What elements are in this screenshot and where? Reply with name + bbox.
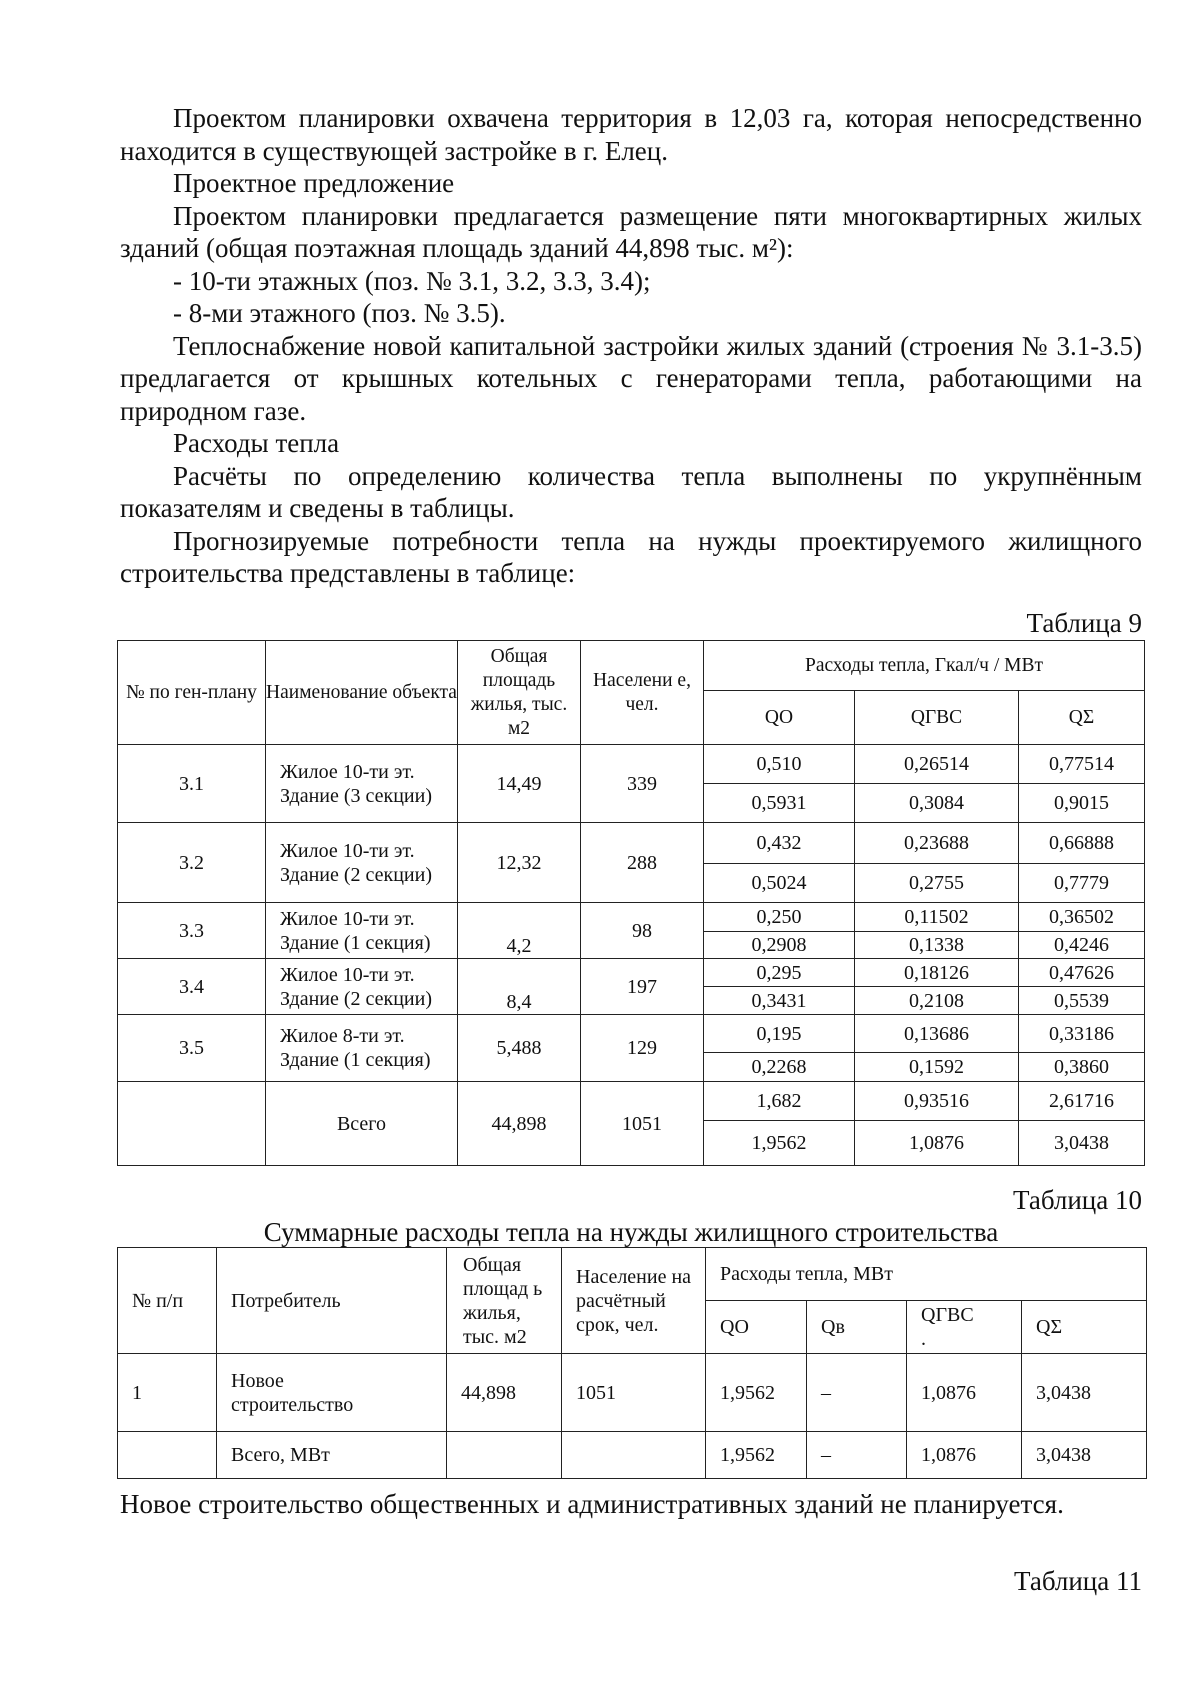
table-cell-area: 12,32 (458, 823, 581, 903)
table-cell-qo-mw: 0,5024 (704, 864, 855, 903)
table-cell-qo: 1,9562 (706, 1432, 807, 1479)
table-cell-qgvs-mw: 0,2108 (855, 987, 1019, 1015)
header-heat-consumption: Расходы тепла, Гкал/ч / МВт (704, 641, 1145, 691)
table-cell-qo: 0,250 (704, 903, 855, 932)
table-cell-consumer: Новое строительство (217, 1354, 447, 1432)
table-cell-qo: 0,510 (704, 745, 855, 784)
table-cell-num: 3.4 (118, 959, 266, 1015)
table-cell-pop: 197 (581, 959, 704, 1015)
table-cell-qsum: 0,36502 (1019, 903, 1145, 932)
paragraph-calculations: Расчёты по определению количества тепла выполнены по укрупнённым показателям и сведены в таблицы. (120, 460, 1142, 523)
table-cell-qsum-mw: 0,5539 (1019, 987, 1145, 1015)
body-text (120, 102, 1142, 590)
table9 (117, 640, 1145, 1166)
table-cell-qgvs: 1,0876 (907, 1354, 1022, 1432)
table-cell-name: Жилое 10-ти эт. Здание (3 секции) (266, 745, 458, 823)
table-cell-qo: 0,195 (704, 1015, 855, 1053)
table-cell-qsum: 3,0438 (1022, 1432, 1147, 1479)
table-cell-num (118, 1432, 217, 1479)
header-qgvs: QГВС . (907, 1301, 1022, 1354)
table-cell-qv: – (807, 1432, 907, 1479)
paragraph-placement: Проектом планировки предлагается размещение пяти многоквартирных жилых зданий (общая поэтажная площадь зданий 44,898 тыс. м²): (120, 200, 1142, 263)
table-cell-qv: – (807, 1354, 907, 1432)
table-cell-qsum: 3,0438 (1022, 1354, 1147, 1432)
table-cell-qgvs: 0,11502 (855, 903, 1019, 932)
table-cell-qgvs: 0,13686 (855, 1015, 1019, 1053)
table10 (117, 1247, 1147, 1479)
table-cell-pop: 129 (581, 1015, 704, 1082)
header-qo: QО (706, 1301, 807, 1354)
table-cell-qgvs: 0,26514 (855, 745, 1019, 784)
table-cell-total-area: 44,898 (458, 1082, 581, 1166)
table-cell-qo: 1,9562 (706, 1354, 807, 1432)
table-cell-qo-mw: 0,2268 (704, 1053, 855, 1082)
table-cell-qgvs-mw: 0,3084 (855, 784, 1019, 823)
header-population: Населени е, чел. (581, 641, 704, 745)
table-cell-qo: 0,432 (704, 823, 855, 864)
table-cell-qsum: 0,77514 (1019, 745, 1145, 784)
table-cell-qsum-mw: 0,4246 (1019, 932, 1145, 959)
paragraph-territory: Проектом планировки охвачена территория в 12,03 га, которая непосредственно находится в существующей застройке в г. Елец. (120, 103, 1142, 166)
closing-sentence: Новое строительство общественных и административных зданий не планируется. (120, 1489, 1064, 1519)
header-living-area: Общая площад ь жилья, тыс. м2 (447, 1248, 562, 1354)
table-cell-num: 3.5 (118, 1015, 266, 1082)
table-cell-total-qsum-mw: 3,0438 (1019, 1121, 1145, 1166)
table-cell-qgvs-mw: 0,1592 (855, 1053, 1019, 1082)
table-cell-name: Жилое 8-ти эт. Здание (1 секция) (266, 1015, 458, 1082)
header-qgvs: QГВС (855, 691, 1019, 745)
table-cell-num: 3.1 (118, 745, 266, 823)
table-cell-total-qsum: 2,61716 (1019, 1082, 1145, 1121)
table-cell-pop (562, 1432, 706, 1479)
header-consumer: Потребитель (217, 1248, 447, 1354)
table-cell-qsum-mw: 0,7779 (1019, 864, 1145, 903)
table-cell-total-qgvs: 0,93516 (855, 1082, 1019, 1121)
list-item-10-floor: - 10-ти этажных (поз. № 3.1, 3.2, 3.3, 3.4); (173, 265, 651, 296)
table-cell-qo: 0,295 (704, 959, 855, 987)
table-cell-qgvs: 0,18126 (855, 959, 1019, 987)
table-cell-qo-mw: 0,2908 (704, 932, 855, 959)
table-cell-area: 44,898 (447, 1354, 562, 1432)
table-cell-qo-mw: 0,3431 (704, 987, 855, 1015)
table-cell-total-qo: 1,682 (704, 1082, 855, 1121)
table-cell-area: 4,2 (458, 903, 581, 959)
table-cell-qsum: 0,33186 (1019, 1015, 1145, 1053)
table-cell-num: 1 (118, 1354, 217, 1432)
table-cell-total-qgvs-mw: 1,0876 (855, 1121, 1019, 1166)
table-cell-qsum-mw: 0,9015 (1019, 784, 1145, 823)
table-cell-num: 3.3 (118, 903, 266, 959)
table-cell-qgvs: 1,0876 (907, 1432, 1022, 1479)
paragraph-heading-heat: Расходы тепла (173, 428, 340, 458)
table-cell-qsum-mw: 0,3860 (1019, 1053, 1145, 1082)
header-qsum: QΣ (1019, 691, 1145, 745)
header-qv: Qв (807, 1301, 907, 1354)
table-cell-area: 8,4 (458, 959, 581, 1015)
table-cell-pop: 288 (581, 823, 704, 903)
table-cell-area: 5,488 (458, 1015, 581, 1082)
table-cell-pop: 1051 (562, 1354, 706, 1432)
table-cell-pop: 98 (581, 903, 704, 959)
table-cell-area (447, 1432, 562, 1479)
table-cell-qgvs-mw: 0,2755 (855, 864, 1019, 903)
table-cell-pop: 339 (581, 745, 704, 823)
table-cell-total-pop: 1051 (581, 1082, 704, 1166)
header-qo: QО (704, 691, 855, 745)
list-item-8-floor: - 8-ми этажного (поз. № 3.5). (173, 298, 506, 328)
table-cell-qsum: 0,47626 (1019, 959, 1145, 987)
table9-caption: Таблица 9 (1026, 608, 1142, 638)
table-cell-qo-mw: 0,5931 (704, 784, 855, 823)
table-cell-area: 14,49 (458, 745, 581, 823)
header-population-term: Население на расчётный срок, чел. (562, 1248, 706, 1354)
table-cell-num: 3.2 (118, 823, 266, 903)
paragraph-forecast: Прогнозируемые потребности тепла на нужды проектируемого жилищного строительства представлены в таблице: (120, 525, 1142, 588)
table-cell-qgvs-mw: 0,1338 (855, 932, 1019, 959)
table-cell-name: Жилое 10-ти эт. Здание (1 секция) (266, 903, 458, 959)
table-cell-consumer: Всего, МВт (217, 1432, 447, 1479)
header-living-area: Общая площадь жилья, тыс. м2 (458, 641, 581, 745)
table-cell-total-qo-mw: 1,9562 (704, 1121, 855, 1166)
paragraph-heat-supply: Теплоснабжение новой капитальной застройки жилых зданий (строения № 3.1-3.5) предлагается от крышных котельных с генераторами тепла, работающими на природном газе. (120, 330, 1142, 426)
paragraph-heading-proposal: Проектное предложение (173, 168, 455, 198)
header-object-name: Наименование объекта (266, 641, 458, 745)
header-qsum: QΣ (1022, 1301, 1147, 1354)
table10-title: Суммарные расходы тепла на нужды жилищного строительства (263, 1217, 999, 1247)
table-cell-qgvs: 0,23688 (855, 823, 1019, 864)
header-row-number: № п/п (118, 1248, 217, 1354)
table-cell-name: Жилое 10-ти эт. Здание (2 секции) (266, 823, 458, 903)
header-heat-consumption-mw: Расходы тепла, МВт (706, 1248, 1147, 1301)
table-cell-total-label: Всего (266, 1082, 458, 1166)
table-cell-qsum: 0,66888 (1019, 823, 1145, 864)
table-cell-name: Жилое 10-ти эт. Здание (2 секции) (266, 959, 458, 1015)
table-cell-num-empty (118, 1082, 266, 1166)
header-gen-plan-number: № по ген-плану (118, 641, 266, 745)
table10-caption: Таблица 10 (1013, 1185, 1142, 1215)
table11-caption: Таблица 11 (1014, 1566, 1142, 1596)
